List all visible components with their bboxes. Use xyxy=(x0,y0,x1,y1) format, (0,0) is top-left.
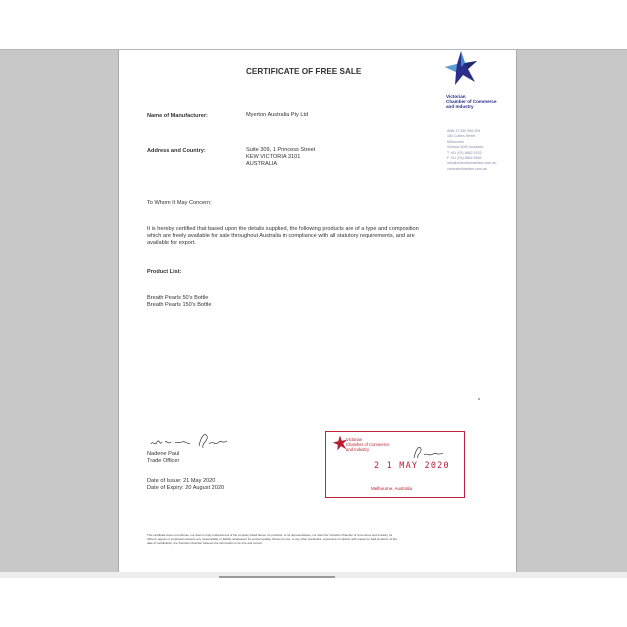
signature xyxy=(149,430,231,452)
manufacturer-value: Myerton Australia Pty Ltd xyxy=(246,112,309,118)
certificate-title: CERTIFICATE OF FREE SALE xyxy=(246,67,362,76)
org-name-line: Chamber of Commerce xyxy=(446,99,497,105)
product-list xyxy=(147,295,212,309)
address-line: Suite 309, 1 Princess Street xyxy=(246,147,316,153)
victorian-chamber-star-logo xyxy=(444,50,478,86)
contact-line: F +61 (03) 8662 5462 xyxy=(447,156,482,161)
stamp-date: 2 1 MAY 2020 xyxy=(374,461,450,471)
signatory-title: Trade Officer xyxy=(147,458,180,465)
stamp-signature xyxy=(412,444,448,460)
certificate-dates xyxy=(147,478,224,492)
contact-line: Victoria 3000 Australia xyxy=(447,145,483,150)
date-of-issue: Date of Issue: 21 May 2020 xyxy=(147,478,216,484)
statement-line: It is hereby certified that based upon the details supplied, the following products are of a type and composition xyxy=(147,226,419,232)
certification-statement xyxy=(147,226,419,248)
contact-line: 150 Collins Street xyxy=(447,134,476,139)
official-stamp xyxy=(325,431,465,498)
org-name-line: Victorian xyxy=(446,94,466,99)
manufacturer-label: Name of Manufacturer: xyxy=(147,113,208,119)
org-name-line: and Industry xyxy=(446,104,474,110)
address-label: Address and Country: xyxy=(147,148,206,154)
contact-line: T +61 (03) 8662 5333 xyxy=(447,150,482,155)
address-line: KEW VICTORIA 3101 xyxy=(246,154,301,161)
contact-line: Melbourne xyxy=(447,139,464,144)
stray-mark xyxy=(478,398,480,400)
organization-contact xyxy=(447,129,496,172)
disclaimer-footer xyxy=(147,534,492,545)
stamp-org-line: and Industry xyxy=(346,446,370,452)
footer-line: This certificate does not endorse, nor does it imply endorsement of the company listed above, its products, or its representatives, nor does the Victorian Chamber of Commerce and Industry, its xyxy=(147,533,393,537)
product-list-label: Product List: xyxy=(147,269,182,275)
statement-line: which are freely available for sale throughout Australia in compliance with all statutory requirements, and are xyxy=(147,233,415,240)
organization-name xyxy=(446,94,497,110)
salutation: To Whom It May Concern; xyxy=(147,200,212,206)
stamp-org-line: Chamber of Commerce xyxy=(346,441,390,447)
footer-line: date of Certification, the Victorian Chamber believes the information to be true and correct. xyxy=(147,540,263,545)
contact-line: victorianchamber.com.au xyxy=(447,166,487,171)
signatory xyxy=(147,451,179,465)
contact-line: info@victorianchamber.com.au xyxy=(447,161,497,166)
stamp-organization xyxy=(346,438,390,452)
horizontal-scrollbar-thumb[interactable] xyxy=(219,576,335,578)
contact-line: ABN 37 650 959 904 xyxy=(447,129,481,133)
statement-line: available for export. xyxy=(147,240,196,247)
date-of-expiry: Date of Expiry: 20 August 2020 xyxy=(147,485,225,492)
stamp-place: Melbourne, Australia xyxy=(371,486,413,491)
certificate-page xyxy=(118,50,517,572)
footer-line: officers, agents or employees assume any responsibility or liability whatsoever for product quality, fitness for use, or any other warranties, expressed or implied, with respect to said products. At the xyxy=(147,536,397,541)
address-value xyxy=(246,147,315,169)
signatory-name: Nadene Paul xyxy=(147,451,180,457)
stamp-org-line: Victorian xyxy=(346,437,363,442)
product-item: Breath Pearls 50's Bottle xyxy=(147,295,209,301)
address-line: AUSTRALIA xyxy=(246,161,278,168)
product-item: Breath Pearls 150's Bottle xyxy=(147,302,212,309)
